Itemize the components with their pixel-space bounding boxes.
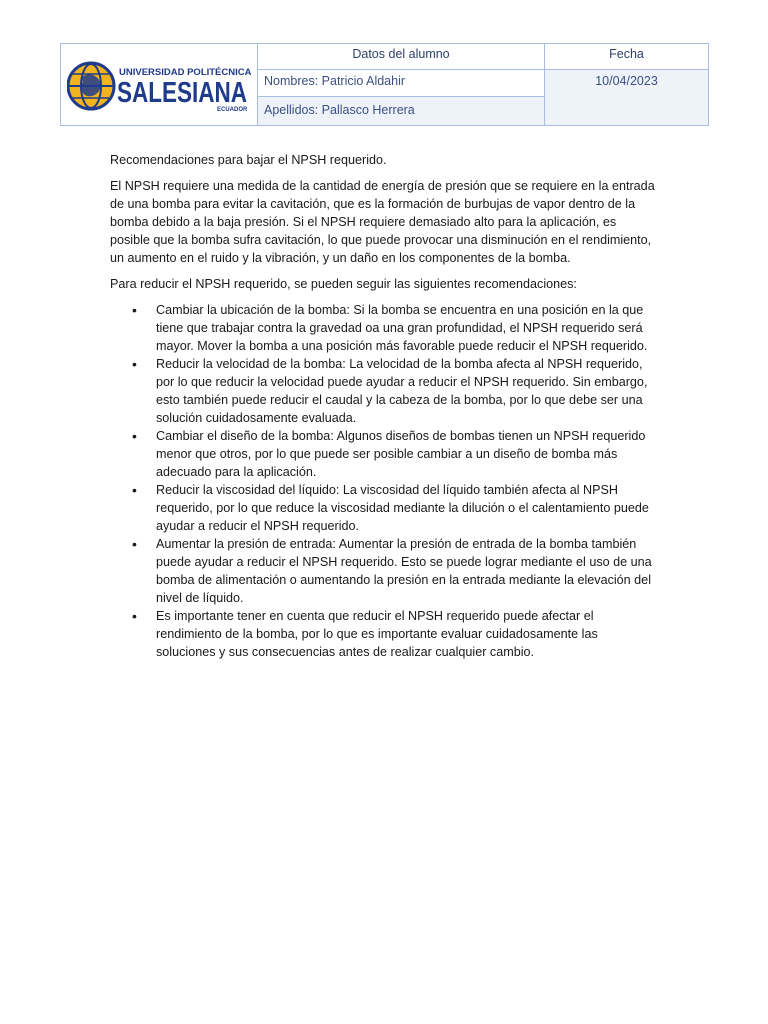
university-logo xyxy=(61,44,258,125)
list-item: • Es importante tener en cuenta que reducir el NPSH requerido puede afectar el rendimiento de la bomba, por lo que es importante evaluar cuidadosamente las soluciones y sus consecuencias antes de realizar cualquier cambio. xyxy=(110,607,658,661)
list-item: • Cambiar la ubicación de la bomba: Si la bomba se encuentra en una posición en la que tiene que trabajar contra la gravedad oa una gran profundidad, el NPSH requerido será mayor. Mover la bomba a una posición más favorable puede reducir el NPSH requerido. xyxy=(110,301,658,355)
list-item: • Aumentar la presión de entrada: Aumentar la presión de entrada de la bomba también puede ayudar a reducir el NPSH requerido. Esto se puede lograr mediante el uso de una bomba de alimentación o aumentando la presión en la entrada mediante la elevación del nivel de líquido. xyxy=(110,535,658,607)
lead-paragraph: Para reducir el NPSH requerido, se pueden seguir las siguientes recomendaciones: xyxy=(110,277,577,291)
salesiana-logo-icon xyxy=(67,60,253,112)
document-body xyxy=(110,151,658,661)
list-item: • Reducir la velocidad de la bomba: La velocidad de la bomba afecta al NPSH requerido, por lo que reducir la velocidad puede ayudar a reducir el NPSH requerido. Sin embargo, esto también puede reducir el caudal y la cabeza de la bomba, por lo que debe ser una solución cuidadosamente evaluada. xyxy=(110,355,658,427)
svg-text:UNIVERSIDAD POLITÉCNICA: UNIVERSIDAD POLITÉCNICA xyxy=(119,67,252,78)
document-title: Recomendaciones para bajar el NPSH requerido. xyxy=(110,153,387,167)
datos-alumno-header: Datos del alumno xyxy=(258,44,545,70)
student-data-table xyxy=(60,43,709,126)
apellidos-field: Apellidos: Pallasco Herrera xyxy=(258,97,545,125)
list-item: • Cambiar el diseño de la bomba: Algunos diseños de bombas tienen un NPSH requerido menor que otros, por lo que puede ser posible cambiar a un diseño de bomba más adecuado para la aplicación. xyxy=(110,427,658,481)
svg-text:ECUADOR: ECUADOR xyxy=(217,107,248,112)
fecha-header: Fecha xyxy=(545,44,708,70)
list-item: • Reducir la viscosidad del líquido: La viscosidad del líquido también afecta al NPSH requerido, por lo que reduce la viscosidad mediante la dilución o el calentamiento puede ayudar a reducir el NPSH requerido. xyxy=(110,481,658,535)
recommendations-list xyxy=(110,301,658,661)
fecha-value: 10/04/2023 xyxy=(545,70,708,125)
intro-paragraph: El NPSH requiere una medida de la cantidad de energía de presión que se requiere en la entrada de una bomba para evitar la cavitación, que es la formación de burbujas de vapor dentro de la bomba debido a la baja presión. Si el NPSH requiere demasiado alto para la aplicación, es posible que la bomba sufra cavitación, lo que puede provocar una disminución en el rendimiento, un aumento en el ruido y la vibración, y un daño en los componentes de la bomba. xyxy=(110,179,655,265)
svg-text:SALESIANA: SALESIANA xyxy=(117,77,248,109)
nombres-field: Nombres: Patricio Aldahir xyxy=(258,70,545,97)
